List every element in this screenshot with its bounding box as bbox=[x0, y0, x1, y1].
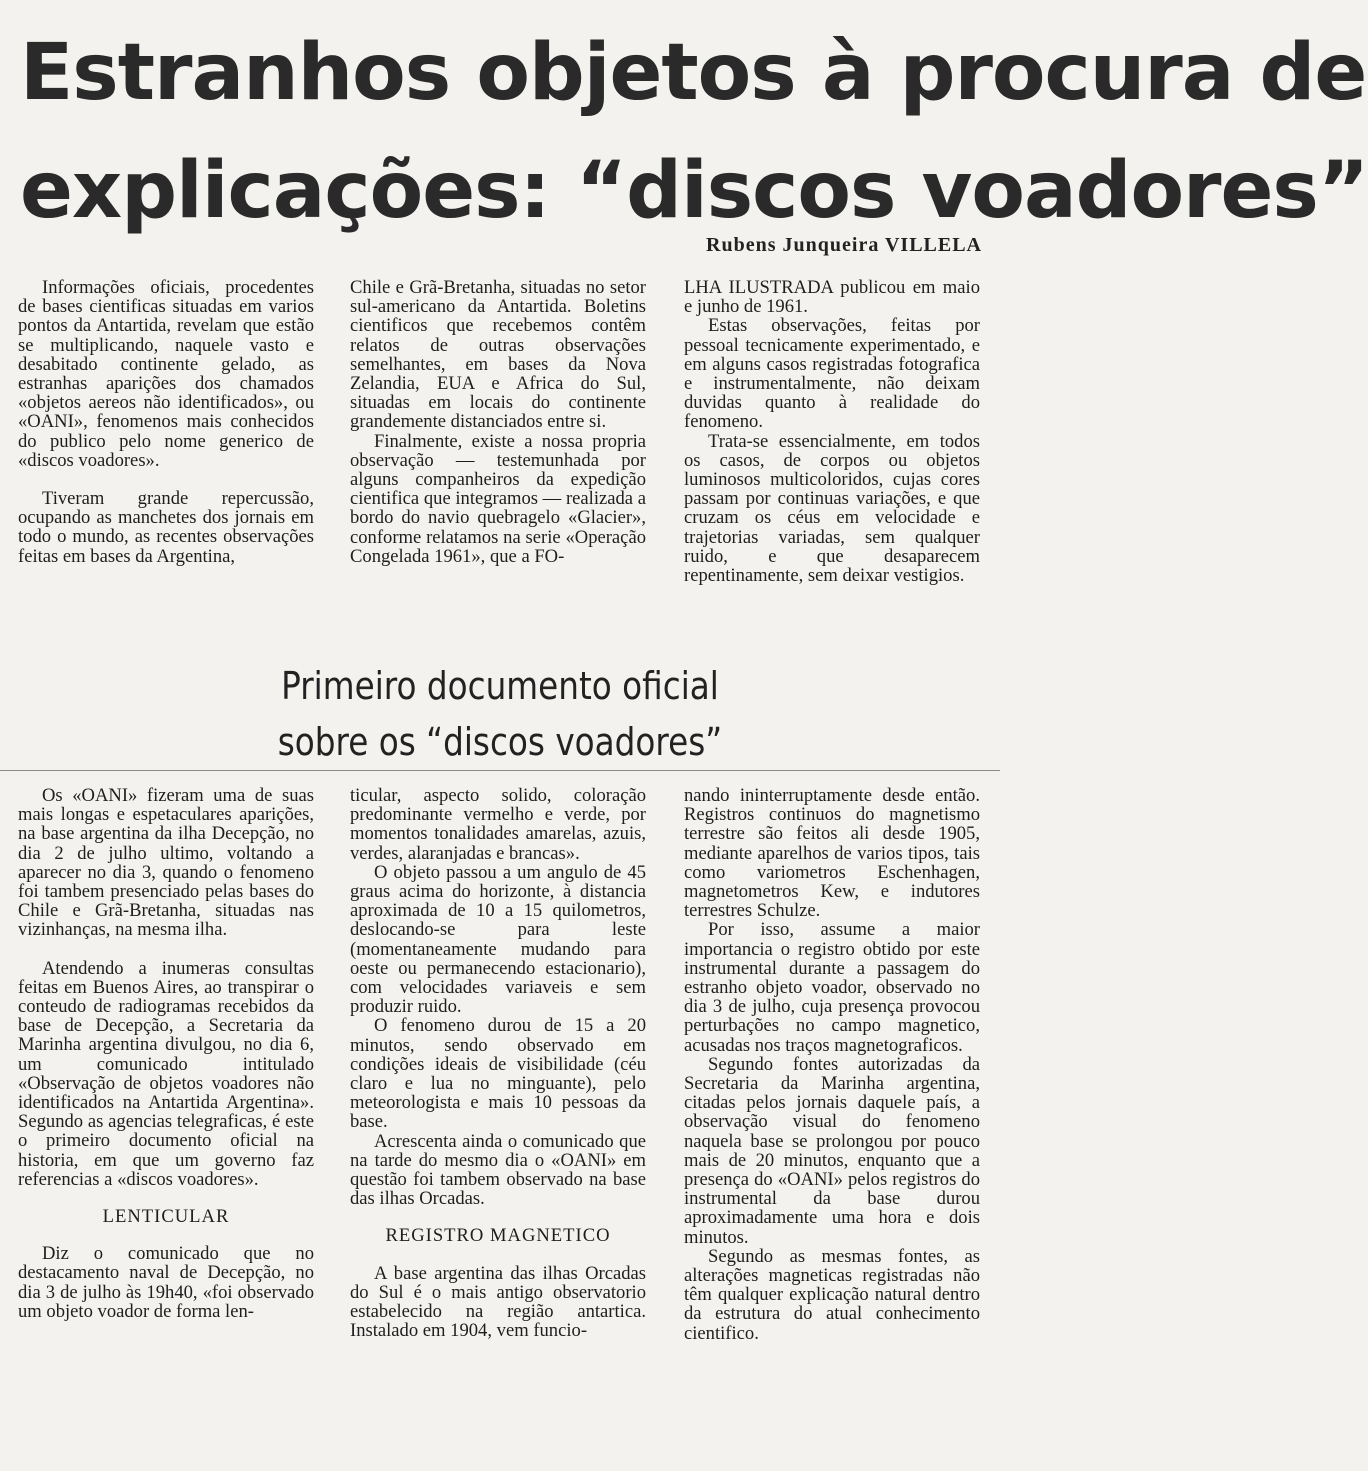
top-column-2 bbox=[350, 278, 646, 566]
paragraph: Trata-se essencialmente, em todos os casos, de corpos ou objetos luminosos multicoloridos, cujas cores passam por continuas variações, e que cruzam os céus em velocidade e trajetorias variadas, sem qualquer ruido, e que desaparecem repentinamente, sem deixar vestigios. bbox=[684, 430, 980, 587]
headline-line-1: Estranhos objetos à procura de bbox=[20, 28, 1367, 118]
subheadline-line-1: Primeiro documento oficial bbox=[281, 664, 719, 708]
paragraph: Chile e Grã-Bretanha, situadas no setor sul-americano da Antartida. Boletins cientificos que recebemos contêm relatos de outras observações semelhantes, em bases da Nova Zelandia, EUA e Africa do Sul, situadas em locais do continente grandemente distanciados entre si. bbox=[350, 277, 646, 433]
top-column-3 bbox=[684, 278, 980, 585]
paragraph: ticular, aspecto solido, coloração predominante vermelho e verde, por momentos tonalidades amarelas, azuis, verdes, alaranjadas e brancas». bbox=[350, 785, 646, 864]
paragraph: Atendendo a inumeras consultas feitas em Buenos Aires, ao transpirar o conteudo de radiogramas recebidos da base de Decepção, a Secretaria da Marinha argentina divulgou, no dia 6, um comunicado intitulado «Observação de objetos voadores não identificados na Antartida Argentina». Segundo as agencias telegraficas, é este o primeiro documento oficial na historia, em que um governo faz referencias a «discos voadores». bbox=[18, 957, 314, 1190]
section-heading: LENTICULAR bbox=[102, 1206, 230, 1228]
paragraph: Acrescenta ainda o comunicado que na tarde do mesmo dia o «OANI» em questão foi tambem observado na base das ilhas Orcadas. bbox=[350, 1130, 646, 1210]
bottom-column-3 bbox=[684, 786, 980, 1343]
paragraph: Por isso, assume a maior importancia o registro obtido por este instrumental durante a passagem do estranho objeto voador, observado no dia 3 de julho, cuja presença provocou perturbações no campo magnetico, acusadas nos traços magnetograficos. bbox=[684, 919, 980, 1056]
paragraph: LHA ILUSTRADA publicou em maio e junho de 1961. bbox=[684, 277, 980, 318]
paragraph: Finalmente, existe a nossa propria observação — testemunhada por alguns companheiros da expedição cientifica que integramos — realizada a bordo do navio quebragelo «Glacier», conforme relatamos na serie «Operação Congelada 1961», que a FO- bbox=[350, 430, 646, 567]
paragraph: Os «OANI» fizeram uma de suas mais longas e espetaculares aparições, na base argentina da ilha Decepção, no dia 2 de julho ultimo, voltando a aparecer no dia 3, quando o fenomeno foi tambem presenciado pelas bases do Chile e Grã-Bretanha, situadas nas vizinhanças, na mesma ilha. bbox=[18, 785, 314, 941]
paragraph: Informações oficiais, procedentes de bases cientificas situadas em varios pontos da Antartida, revelam que estão se multiplicando, naquele vasto e desabitado continente gelado, as estranhas aparições dos chamados «objetos aereos não identificados», ou «OANI», fenomenos mais conhecidos do publico pelo nome generico de «discos voadores». bbox=[18, 277, 314, 471]
paragraph: Segundo fontes autorizadas da Secretaria da Marinha argentina, citadas pelos jornais daquele país, a observação visual do fenomeno naquela base se prolongou por pouco mais de 20 minutos, enquanto que a presença do «OANI» pelos registros do instrumental da base durou aproximadamente uma hora e dois minutos. bbox=[684, 1053, 980, 1248]
top-column-1 bbox=[18, 278, 314, 566]
paragraph: Segundo as mesmas fontes, as alterações magneticas registradas não têm qualquer explicação natural dentro da estrutura do atual conhecimento cientifico. bbox=[684, 1245, 980, 1344]
byline: Rubens Junqueira VILLELA bbox=[706, 234, 982, 256]
section-heading: REGISTRO MAGNETICO bbox=[385, 1225, 611, 1247]
headline bbox=[20, 14, 1368, 250]
paragraph: Tiveram grande repercussão, ocupando as manchetes dos jornais em todo o mundo, as recentes observações feitas em bases da Argentina, bbox=[18, 488, 314, 567]
headline-line-2: explicações: “discos voadores” bbox=[20, 146, 1368, 236]
paragraph: O fenomeno durou de 15 a 20 minutos, sendo observado em condições ideais de visibilidade (céu claro e lua no minguante), pelo meteorologista e mais 10 pessoas da base. bbox=[350, 1015, 646, 1133]
section-divider bbox=[0, 770, 1000, 771]
paragraph: nando ininterruptamente desde então. Registros continuos do magnetismo terrestre são feitos ali desde 1905, mediante aparelhos de varios tipos, tais como variometros Eschenhagen, magnetometros Kew, e indutores terrestres Schulze. bbox=[684, 785, 980, 922]
subheadline-line-2: sobre os “discos voadores” bbox=[277, 720, 723, 764]
paragraph: O objeto passou a um angulo de 45 graus acima do horizonte, à distancia aproximada de 10 a 15 quilometros, deslocando-se para leste (momentaneamente mudando para oeste ou permanecendo estacionario), com velocidades variaveis e sem produzir ruido. bbox=[350, 861, 646, 1018]
paragraph: A base argentina das ilhas Orcadas do Sul é o mais antigo observatorio estabelecido na região antartica. Instalado em 1904, vem funcio- bbox=[350, 1262, 646, 1342]
subheadline bbox=[70, 658, 930, 770]
paragraph: Estas observações, feitas por pessoal tecnicamente experimentado, e em alguns casos registradas fotografica e instrumentalmente, não deixam duvidas quanto à realidade do fenomeno. bbox=[684, 315, 980, 433]
paragraph: Diz o comunicado que no destacamento naval de Decepção, no dia 3 de julho às 19h40, «foi observado um objeto voador de forma len- bbox=[18, 1243, 314, 1322]
bottom-column-2 bbox=[350, 786, 646, 1340]
bottom-column-1 bbox=[18, 786, 314, 1321]
